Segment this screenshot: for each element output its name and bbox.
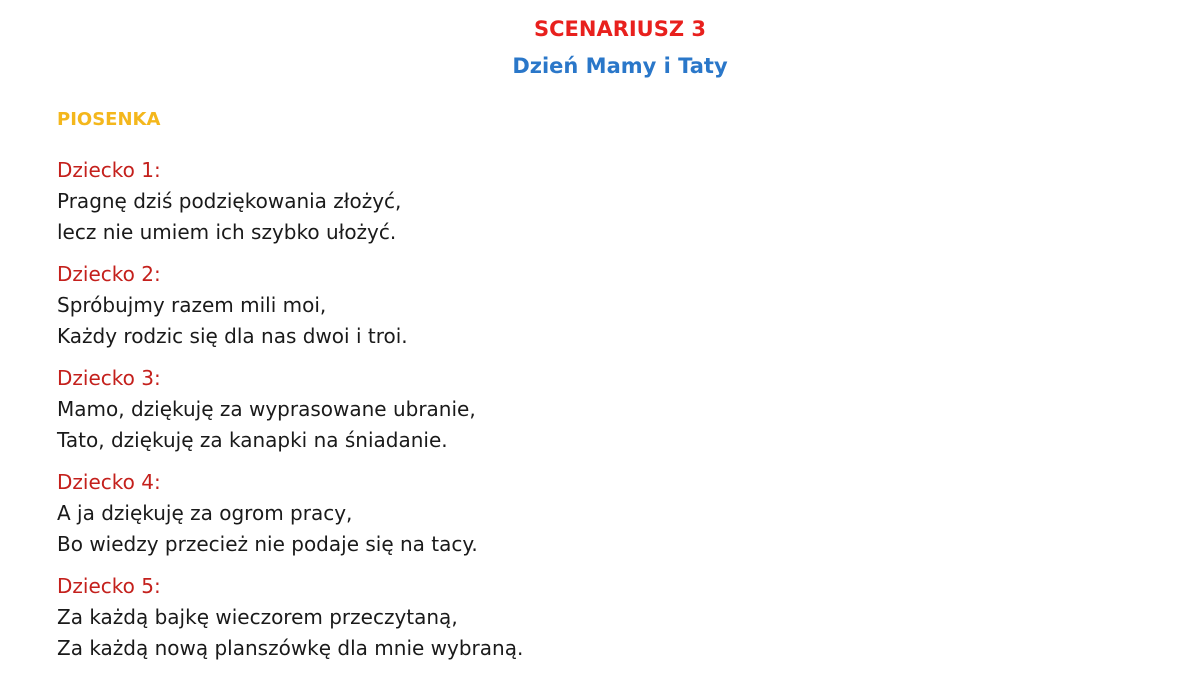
verse-speaker: Dziecko 2: <box>57 262 161 286</box>
verse-line: Mamo, dziękuję za wyprasowane ubranie, <box>57 397 476 421</box>
verse-2 <box>57 259 1157 352</box>
verse-4 <box>57 467 1157 560</box>
section-heading: PIOSENKA <box>57 109 161 130</box>
verse-line: Spróbujmy razem mili moi, <box>57 293 327 317</box>
verse-line: lecz nie umiem ich szybko ułożyć. <box>57 220 397 244</box>
verse-5 <box>57 571 1157 664</box>
verse-line: Bo wiedzy przecież nie podaje się na tacy. <box>57 532 478 556</box>
verse-line: Za każdą nową planszówkę dla mnie wybraną. <box>57 636 524 660</box>
verse-1 <box>57 155 1157 248</box>
verse-line: A ja dziękuję za ogrom pracy, <box>57 501 353 525</box>
verse-speaker: Dziecko 5: <box>57 574 161 598</box>
verse-line: Pragnę dziś podziękowania złożyć, <box>57 189 402 213</box>
document-title: SCENARIUSZ 3 <box>533 17 707 41</box>
verse-line: Za każdą bajkę wieczorem przeczytaną, <box>57 605 458 629</box>
verse-speaker: Dziecko 1: <box>57 158 161 182</box>
document-subtitle: Dzień Mamy i Taty <box>512 54 728 78</box>
verse-speaker: Dziecko 4: <box>57 470 161 494</box>
verse-list <box>57 155 1157 675</box>
verse-line: Tato, dziękuję za kanapki na śniadanie. <box>57 428 448 452</box>
verse-line: Każdy rodzic się dla nas dwoi i troi. <box>57 324 408 348</box>
verse-speaker: Dziecko 3: <box>57 366 161 390</box>
verse-3 <box>57 363 1157 456</box>
